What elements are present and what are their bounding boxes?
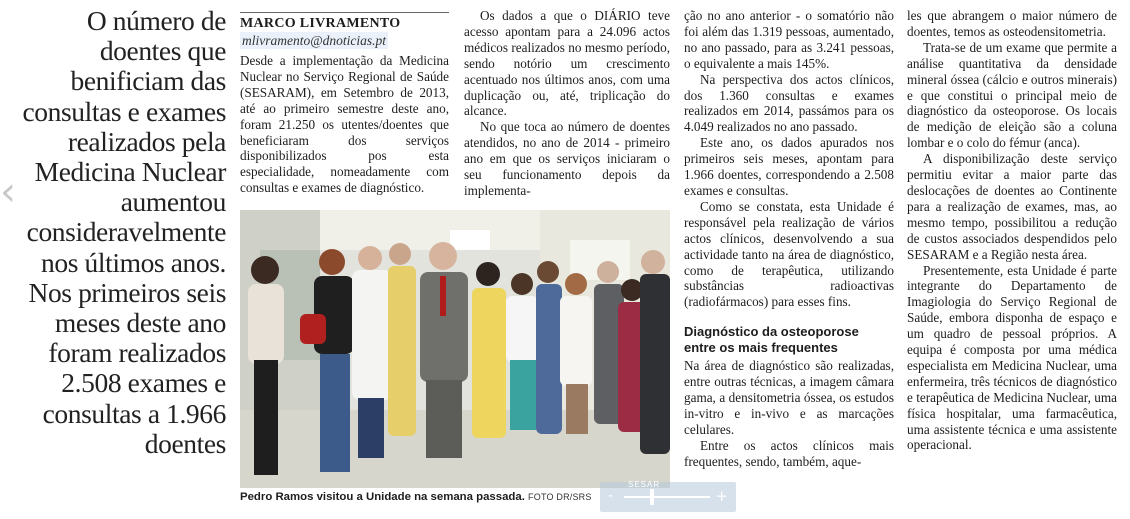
zoom-handle[interactable] [650, 489, 654, 505]
zoom-widget-label: SESAR [628, 480, 661, 489]
previous-page-icon[interactable]: ‹ [0, 169, 16, 215]
photo-credit: FOTO DR/SRS [528, 492, 592, 502]
article-paragraph: Entre os actos clínicos mais frequentes, sendo, também, aque- [684, 437, 894, 469]
article-paragraph: ção no ano anterior - o somatório não foi além das 1.319 pessoas, aumentado, no ano passado, para as 3.241 pessoas, o equivalente a mais 145%. [684, 8, 894, 71]
section-subhead: Diagnóstico da osteoporose entre os mais frequentes [684, 324, 859, 355]
author-rule [240, 12, 449, 13]
article-paragraph: Trata-se de um exame que permite a análise quantitativa da densidade mineral óssea (cálcio e outros minerais) e que constitui o principal meio de diagnóstico da osteoporose. Os locais de medição de eleição são a coluna lombar e o colo do fémur (anca). [907, 39, 1117, 151]
zoom-slider-widget[interactable] [600, 482, 736, 512]
article-paragraph: Na área de diagnóstico são realizadas, entre outras técnicas, a imagem câmara gama, a densitometria óssea, os estudos in-vitro e in-vivo e as marcações celulares. [684, 358, 894, 437]
zoom-track[interactable] [624, 496, 710, 498]
zoom-in-icon[interactable]: + [715, 487, 728, 505]
zoom-out-icon[interactable]: - [608, 488, 614, 504]
group-photo [240, 210, 670, 488]
caption-text: Pedro Ramos visitou a Unidade na semana passada. [240, 491, 525, 503]
article-paragraph: Desde a implementação da Medicina Nuclear no Serviço Regional de Saúde (SESARAM), em Setembro de 2013, até ao primeiro semestre deste ano, foram 21.250 os utentes/doentes que beneficiaram dos serviços disponibilizados pos esta especialidade, nomeadamente com consultas e exames de diagnóstico. [240, 53, 449, 196]
article-paragraph: A disponibilização deste serviço permitiu evitar a maior parte das deslocações de doentes ao Continente para a realização de exames, mas, ao mesmo tempo, possibilitou a redução de custos associados despendidos pelo SESARAM e a Região nesta área. [907, 151, 1117, 262]
article-paragraph: Este ano, os dados apurados nos primeiros seis meses, apontam para 1.966 doentes, correspondendo a 2.508 exames e consultas. [684, 135, 894, 198]
lead-paragraph: O número de doentes que benificiam das consultas e exames realizados pela Medicina Nuclear aumentou consideravelmente nos últimos anos. Nos primeiros seis meses deste ano foram realizados 2.508 exames e consultas a 1.966 doentes [22, 5, 226, 459]
article-paragraph: Os dados a que o DIÁRIO teve acesso apontam para a 24.096 actos médicos realizados no mesmo período, sendo notório um crescimento acentuado nos últimos anos, com uma duplicação ou, até, triplicação do alcance. [464, 8, 670, 119]
author-email-link[interactable]: mlivramento@dnoticias.pt [242, 33, 387, 48]
article-paragraph: Como se constata, esta Unidade é responsável pela realização de vários actos clínicos, desenvolvendo a sua actividade tanto na área de diagnóstico, como de terapêutica, utilizando substâncias radioactivas (radiofármacos) para esses fins. [684, 198, 894, 310]
article-column-3 [684, 8, 894, 470]
article-paragraph: les que abrangem o maior número de doentes, temos as osteodensitometria. [907, 8, 1117, 39]
article-column-1 [240, 12, 449, 196]
article-column-4 [907, 8, 1117, 453]
article-paragraph: Na perspectiva dos actos clínicos, dos 1.360 consultas e exames realizados em 2014, passámos para os 4.049 realizados no ano passado. [684, 71, 894, 135]
author-name: MARCO LIVRAMENTO [240, 16, 401, 31]
group-photo-illustration [240, 210, 670, 488]
article-paragraph: Presentemente, esta Unidade é parte integrante do Departamento de Imagiologia do Serviço Regional de Saúde, embora disponha de espaço e um quadro de pessoal próprios. A equipa é composta por uma médica especialista em Medicina Nuclear, uma enfermeira, três técnicos de diagnóstico e terapêutica de Medicina Nuclear, uma física hospitalar, uma farmacêutica, uma assistente técnica e uma assistente operacional. [907, 262, 1117, 453]
article-paragraph: No que toca ao número de doentes atendidos, no ano de 2014 - primeiro ano em que os serviços iniciaram o seu funcionamento depois da implementa- [464, 119, 670, 198]
article-column-2 [464, 8, 670, 199]
